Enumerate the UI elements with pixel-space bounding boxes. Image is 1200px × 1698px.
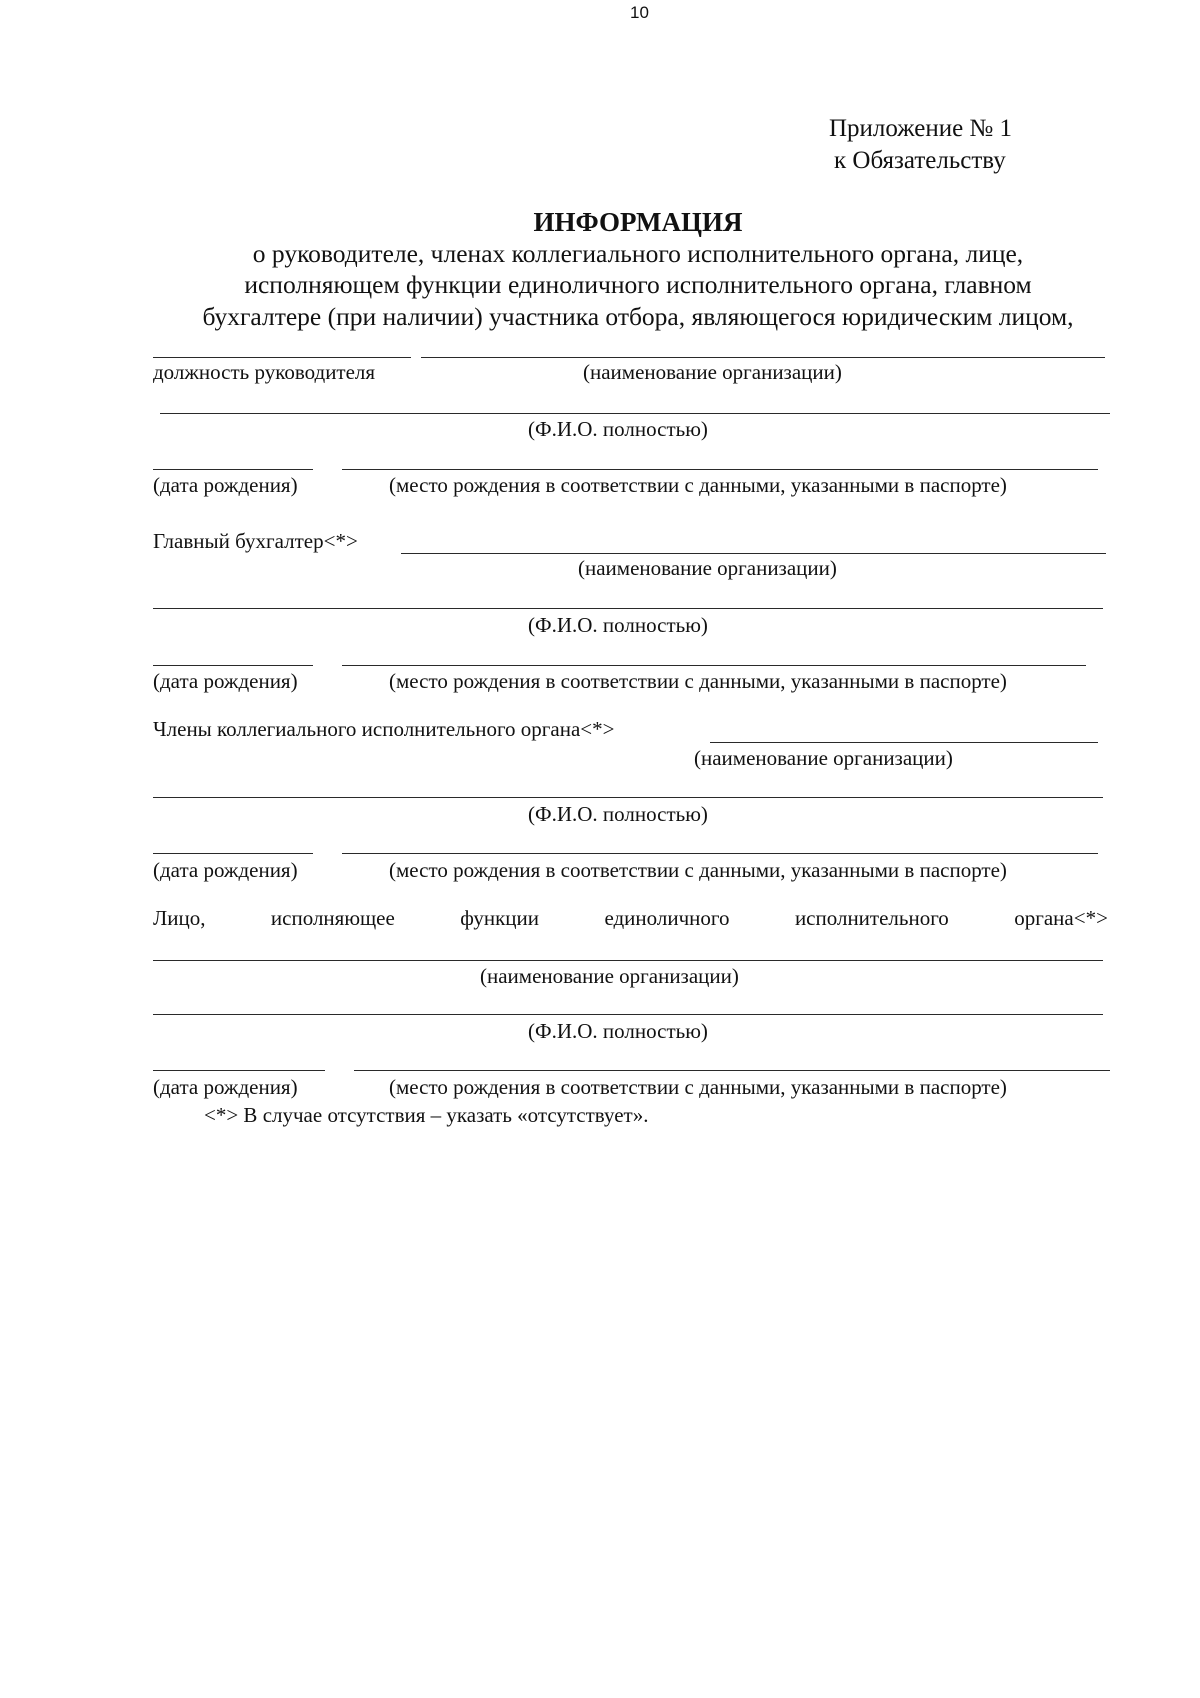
organization-caption: (наименование организации) (583, 360, 842, 384)
organization-input-line[interactable] (401, 553, 1106, 554)
subtitle-line-2: исполняющем функции единоличного исполнительного органа, главном (244, 270, 1032, 299)
birth-place-input-line[interactable] (342, 853, 1098, 854)
position-input-line[interactable] (153, 357, 411, 358)
birth-date-caption: (дата рождения) (153, 858, 298, 882)
footnote: <*> В случае отсутствия – указать «отсутствует». (204, 1103, 649, 1127)
appendix-reference: к Обязательству (834, 147, 1006, 174)
organization-input-line[interactable] (421, 357, 1105, 358)
birth-date-input-line[interactable] (153, 1070, 325, 1071)
birth-date-input-line[interactable] (153, 469, 313, 470)
position-caption: должность руководителя (153, 360, 376, 384)
birth-place-input-line[interactable] (342, 665, 1086, 666)
subtitle-line-3: бухгалтере (при наличии) участника отбора, являющегося юридическим лицом, (202, 302, 1074, 331)
page-number: 10 (630, 3, 649, 22)
fio-input-line[interactable] (153, 608, 1103, 609)
birth-date-input-line[interactable] (153, 853, 313, 854)
chief-accountant-label: Главный бухгалтер<*> (153, 529, 358, 553)
organization-input-line[interactable] (710, 742, 1098, 743)
sole-executive-label (153, 908, 1108, 929)
organization-caption: (наименование организации) (480, 964, 739, 988)
label-word: единоличного (604, 906, 730, 930)
birth-place-input-line[interactable] (354, 1070, 1110, 1071)
birth-place-caption: (место рождения в соответствии с данными, указанными в паспорте) (389, 473, 1007, 497)
birth-place-caption: (место рождения в соответствии с данными, указанными в паспорте) (389, 669, 1007, 693)
organization-input-line[interactable] (153, 960, 1103, 961)
fio-input-line[interactable] (153, 1014, 1103, 1015)
fio-input-line[interactable] (153, 797, 1103, 798)
subtitle-line-1: о руководителе, членах коллегиального исполнительного органа, лице, (252, 239, 1024, 268)
birth-place-input-line[interactable] (342, 469, 1098, 470)
document-title: ИНФОРМАЦИЯ (533, 207, 743, 237)
collegial-body-label: Члены коллегиального исполнительного органа<*> (153, 717, 615, 741)
birth-date-caption: (дата рождения) (153, 669, 298, 693)
birth-date-caption: (дата рождения) (153, 1075, 298, 1099)
birth-place-caption: (место рождения в соответствии с данными, указанными в паспорте) (389, 858, 1007, 882)
label-word: Лицо, (153, 906, 206, 930)
fio-caption: (Ф.И.О. полностью) (528, 417, 708, 441)
fio-caption: (Ф.И.О. полностью) (528, 1019, 708, 1043)
organization-caption: (наименование организации) (694, 746, 953, 770)
birth-place-caption: (место рождения в соответствии с данными, указанными в паспорте) (389, 1075, 1007, 1099)
label-word: исполняющее (270, 906, 395, 930)
birth-date-input-line[interactable] (153, 665, 313, 666)
appendix-number: Приложение № 1 (829, 115, 1013, 142)
fio-input-line[interactable] (160, 413, 1110, 414)
fio-caption: (Ф.И.О. полностью) (528, 802, 708, 826)
organization-caption: (наименование организации) (578, 556, 837, 580)
label-word: органа<*> (1014, 906, 1108, 930)
birth-date-caption: (дата рождения) (153, 473, 298, 497)
label-word: функции (460, 906, 540, 930)
label-word: исполнительного (794, 906, 949, 930)
fio-caption: (Ф.И.О. полностью) (528, 613, 708, 637)
